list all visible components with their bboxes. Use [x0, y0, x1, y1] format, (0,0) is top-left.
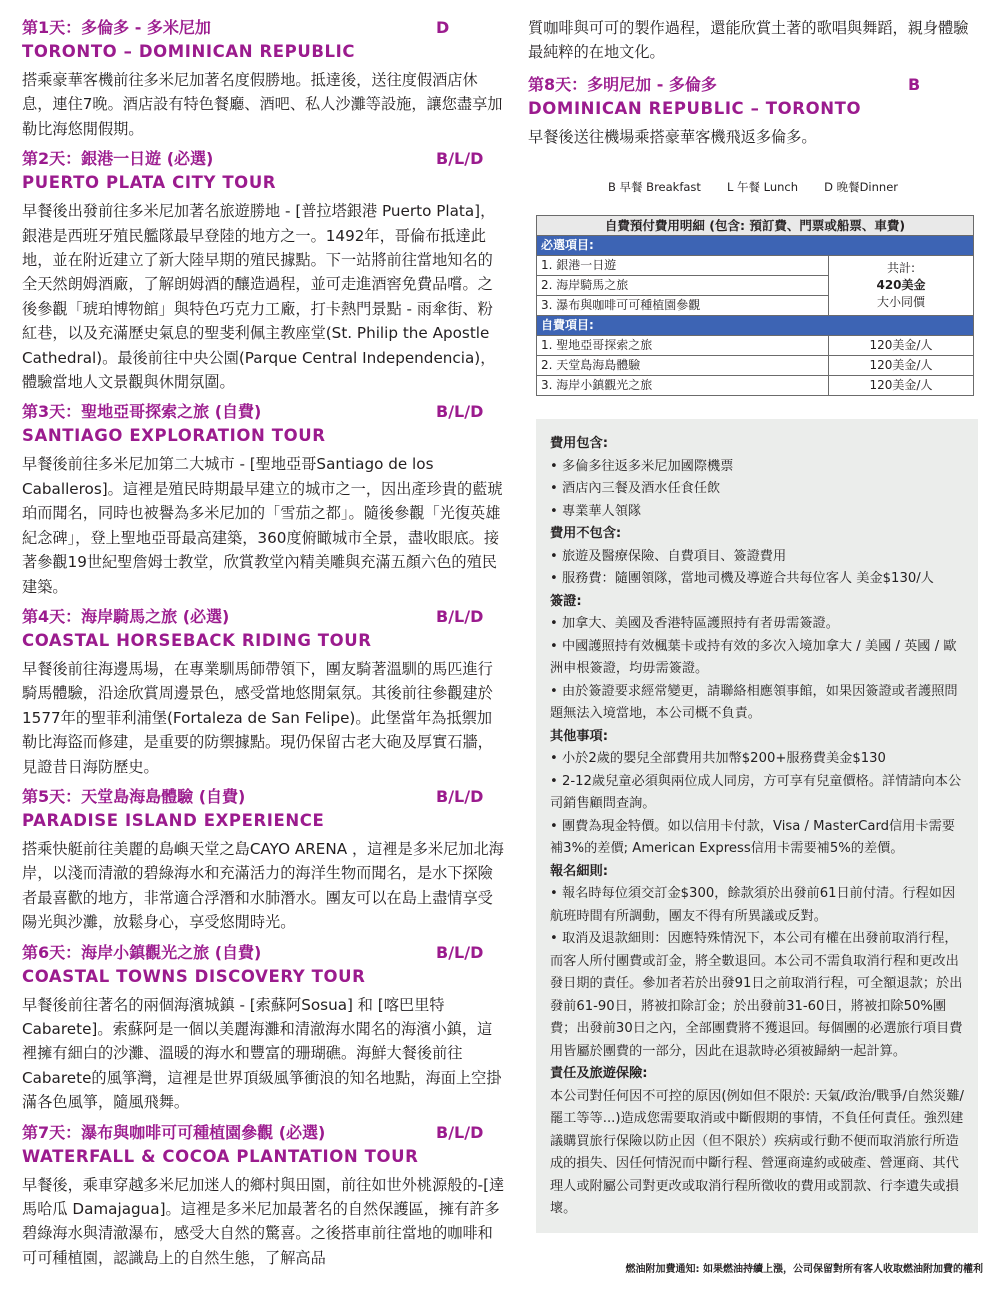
notes-item: • 酒店內三餐及酒水任食任飲 — [550, 481, 721, 497]
total-label: 共計: — [886, 261, 916, 276]
day-english-title: TORONTO – DOMINICAN REPUBLIC — [22, 42, 356, 61]
day-header — [22, 605, 506, 629]
day-meals: B — [908, 74, 921, 94]
fuel-surcharge-note: 燃油附加費通知: 如果燃油持續上漲，公司保留對所有客人收取燃油附加費的權利 — [625, 1264, 983, 1275]
day-english-title: DOMINICAN REPUBLIC – TORONTO — [528, 98, 862, 118]
meal-legend-breakfast: B 早餐 Breakfast — [607, 180, 701, 195]
optional-item: 1. 聖地亞哥探索之旅 — [537, 336, 829, 356]
day-body: 早餐後，乘車穿越多米尼加迷人的鄉村與田園，前往如世外桃源般的-[達馬哈瓜 Damajagua]。這裡是多米尼加最著名的自然保護區，擁有許多碧綠海水與清澈瀑布，感受大自然的驚喜。之後搭車前往當地的咖啡和可可種植園，認識島上的自然生態，了解高品 — [22, 1175, 505, 1267]
day-english-title: SANTIAGO EXPLORATION TOUR — [22, 426, 326, 446]
day-body: 早餐後送往機場乘搭豪華客機飛返多倫多。 — [528, 127, 817, 146]
day-english-title: PUERTO PLATA CITY TOUR — [22, 173, 277, 193]
day-title: 第2天：銀港一日遊 (必選) — [22, 149, 214, 169]
optional-price: 120美金/人 — [829, 356, 974, 376]
optional-label: 自費項目: — [537, 316, 974, 336]
day-title: 第3天：聖地亞哥探索之旅 (自費) — [22, 402, 262, 422]
required-item: 2. 海岸騎馬之旅 — [537, 276, 829, 296]
fee-table — [536, 215, 974, 396]
notes-box — [536, 419, 978, 1233]
day-body: 搭乘豪華客機前往多米尼加著名度假勝地。抵達後，送往度假酒店休息，連住7晚。酒店設有特色餐廳、酒吧、私人沙灘等設施，讓您盡享加勒比海悠閒假期。 — [22, 71, 503, 138]
notes-item: • 多倫多往返多米尼加國際機票 — [550, 458, 734, 474]
notes-item: 本公司對任何因不可控的原因(例如但不限於: 天氣/政治/戰爭/自然災難/罷工等等...)造成您需要取消或中斷假期的事情，不負任何責任。強烈建議購買旅行保險以防止因（但不限於）疾病或行動不便而取消旅行所造成的損失、因任何情況而中斷行程、營運商違約或破產、營運商、其代理人或附屬公司對更改或取消行程所徵收的費用或罰款、行李遺失或損壞。 — [550, 1088, 964, 1217]
meal-legend — [528, 179, 978, 195]
day-title: 第8天：多明尼加 - 多倫多 — [528, 74, 717, 94]
notes-heading: 費用不包含: — [550, 526, 622, 542]
notes-heading: 其他事項: — [550, 728, 609, 744]
day-meals: D — [436, 18, 450, 37]
right-column — [528, 16, 978, 1233]
itinerary-left-column — [22, 16, 506, 1276]
day-title: 第6天：海岸小鎮觀光之旅 (自費) — [22, 942, 262, 962]
notes-item: • 由於簽證要求經常變更，請聯絡相應領事館，如果因簽證或者護照問題無法入境當地，本公司概不負責。 — [550, 683, 958, 722]
day7-body-continued: 質咖啡與可可的製作過程，還能欣賞土著的歌唱與舞蹈，親身體驗最純粹的在地文化。 — [528, 19, 969, 62]
fee-table-title: 自費預付費用明細 (包含: 預訂費、門票或船票、車費) — [537, 216, 974, 236]
day-meals: B/L/D — [436, 1122, 484, 1142]
day-title: 第1天：多倫多 - 多米尼加 — [22, 18, 211, 37]
day-title: 第5天：天堂島海島體驗 (自費) — [22, 786, 246, 806]
meal-legend-lunch: L 午餐 Lunch — [726, 180, 799, 195]
day-block — [22, 605, 506, 779]
day-english-title: COASTAL HORSEBACK RIDING TOUR — [22, 630, 372, 650]
required-item: 1. 銀港一日遊 — [537, 256, 829, 276]
notes-item: • 服務費：隨團領隊，當地司機及導遊合共每位客人 美金$130/人 — [550, 571, 934, 587]
day-block — [22, 941, 506, 1115]
day-meals: B/L/D — [436, 149, 484, 169]
day-english-title: PARADISE ISLAND EXPERIENCE — [22, 810, 325, 830]
notes-item: • 專業華人領隊 — [550, 503, 642, 519]
required-item: 3. 瀑布與咖啡可可種植園參觀 — [537, 296, 829, 316]
optional-item: 3. 海岸小鎮觀光之旅 — [537, 376, 829, 396]
day-body: 早餐後前往著名的兩個海濱城鎮 - [索蘇阿Sosua] 和 [喀巴里特Cabarete]。索蘇阿是一個以美麗海灘和清澈海水聞名的海濱小鎮，這裡擁有細白的沙灘、溫暖的海水和豐富的珊瑚礁。海鮮大餐後前往Cabarete的風箏灣，這裡是世界頂級風箏衝浪的知名地點，海面上空掛滿各色風箏，隨風飛舞。 — [22, 995, 502, 1112]
day-header — [22, 400, 506, 424]
day-block — [22, 400, 506, 598]
notes-item: • 報名時每位須交訂金$300，餘款須於出發前61日前付清。行程如因航班時間有所調動，團友不得有所異議或反對。 — [550, 886, 956, 924]
day-block — [22, 785, 506, 935]
day-header — [22, 785, 506, 809]
day-body: 早餐後出發前往多米尼加著名旅遊勝地 - [普拉塔銀港 Puerto Plata]，銀港是西班牙殖民艦隊最早登陸的地方之一。1492年，哥倫布抵達此地，並在附近建立了新大陸早期的殖民據點。下一站將前往當地知名的全天然朗姆酒廠，了解朗姆酒的釀造過程，並可走進酒窖免費品嚐。之後參觀「琥珀博物館」與特色巧克力工廠，打卡熱門景點 - 雨傘街、粉紅巷，以及充滿歷史氣息的聖斐利佩主教座堂(St. Philip the Apostle Cathedral)。最後前往中央公園(Parque Central Independencia)，體驗當地人文景觀與休閒氛圍。 — [22, 202, 496, 392]
notes-heading: 責任及旅遊保險: — [550, 1066, 648, 1082]
notes-item: • 2-12歲兒童必須與兩位成人同房，方可享有兒童價格。詳情請向本公司銷售顧問查詢。 — [550, 773, 962, 812]
day-english-title: WATERFALL & COCOA PLANTATION TOUR — [22, 1146, 419, 1166]
day-body: 早餐後前往海邊馬場，在專業馴馬師帶領下，團友騎著溫馴的馬匹進行騎馬體驗，沿途欣賞周邊景色，感受當地悠閒氣氛。其後前往參觀建於1577年的聖菲利浦堡(Fortaleza de San Felipe)。此堡當年為抵禦加勒比海盜而修建，是重要的防禦據點。現仍保留古老大砲及厚實石牆，見證昔日海防歷史。 — [22, 659, 493, 776]
day-header — [22, 16, 506, 40]
day-english-title: COASTAL TOWNS DISCOVERY TOUR — [22, 966, 366, 986]
notes-heading: 費用包含: — [550, 436, 609, 452]
optional-price: 120美金/人 — [829, 336, 974, 356]
day-header — [22, 941, 506, 965]
day-body: 搭乘快艇前往美麗的島嶼天堂之島CAYO ARENA ，這裡是多米尼加北海岸，以淺而清澈的碧綠海水和充滿活力的海洋生物而聞名，是水下探險者最喜歡的地方，非常適合浮潛和水肺潛水。團友可以在島上盡情享受陽光與沙灘，放鬆身心，享受悠閒時光。 — [22, 839, 504, 932]
optional-price: 120美金/人 — [829, 376, 974, 396]
total-price: 420美金 — [876, 278, 926, 293]
day-block — [528, 73, 978, 149]
meal-legend-dinner: D 晚餐Dinner — [824, 180, 899, 195]
notes-item: • 取消及退款細則：因應特殊情況下，本公司有權在出發前取消行程，而客人所付團費或訂金，將全數退回。本公司不需負取消行程和更改出發日期的責任。參加者若於出發91日之前取消行程，可全額退款；於出發前61-90日，將被扣除訂金；於出發前31-60日，將被扣除50%團費；出發前30日之內，全部團費將不獲退回。每個團的必選旅行項目費用皆屬於團費的一部分，因此在退款時必須被歸納一起計算。 — [550, 931, 963, 1059]
day-body: 早餐後前往多米尼加第二大城市 - [聖地亞哥Santiago de los Caballeros]。這裡是殖民時期最早建立的城市之一，因出產珍貴的藍琥珀而聞名，同時也被譽為多米尼加的「雪茄之都」。隨後參觀「光復英雄紀念碑」，登上聖地亞哥最高建築，360度俯瞰城市全景，盡收眼底。接著參觀19世紀聖詹姆士教堂，欣賞教堂內精美雕與充滿五顏六色的殖民建築。 — [22, 455, 503, 596]
notes-heading: 簽證: — [550, 593, 582, 609]
day-block — [22, 1121, 506, 1271]
day-block — [22, 16, 506, 141]
day-block — [22, 147, 506, 394]
notes-heading: 報名細則: — [550, 863, 609, 879]
day-meals: B/L/D — [436, 606, 484, 626]
day-meals: B/L/D — [436, 942, 484, 962]
day-title: 第4天：海岸騎馬之旅 (必選) — [22, 606, 230, 626]
required-total — [829, 256, 974, 316]
notes-item: • 旅遊及醫療保險、自費項目、簽證費用 — [550, 548, 787, 564]
notes-item: • 中國護照持有效楓葉卡或持有效的多次入境加拿大 / 美國 / 英國 / 歐洲申根簽證，均毋需簽證。 — [550, 638, 957, 677]
day-header — [22, 1121, 506, 1145]
day-header — [528, 73, 978, 97]
day8-slot — [528, 73, 978, 149]
optional-item: 2. 天堂島海島體驗 — [537, 356, 829, 376]
total-note: 大小同價 — [876, 295, 925, 310]
day-header — [22, 147, 506, 171]
day-title: 第7天：瀑布與咖啡可可種植園參觀 (必選) — [22, 1122, 326, 1142]
day-meals: B/L/D — [436, 402, 484, 422]
notes-item: • 加拿大、美國及香港特區護照持有者毋需簽證。 — [550, 616, 839, 632]
day-meals: B/L/D — [436, 786, 484, 806]
notes-item: • 小於2歲的嬰兒全部費用共加幣$200+服務費美金$130 — [550, 751, 886, 767]
notes-item: • 團費為現金特價。如以信用卡付款，Visa / MasterCard信用卡需要補3%的差價; American Express信用卡需要補5%的差價。 — [550, 818, 955, 857]
required-label: 必選項目: — [537, 236, 974, 256]
